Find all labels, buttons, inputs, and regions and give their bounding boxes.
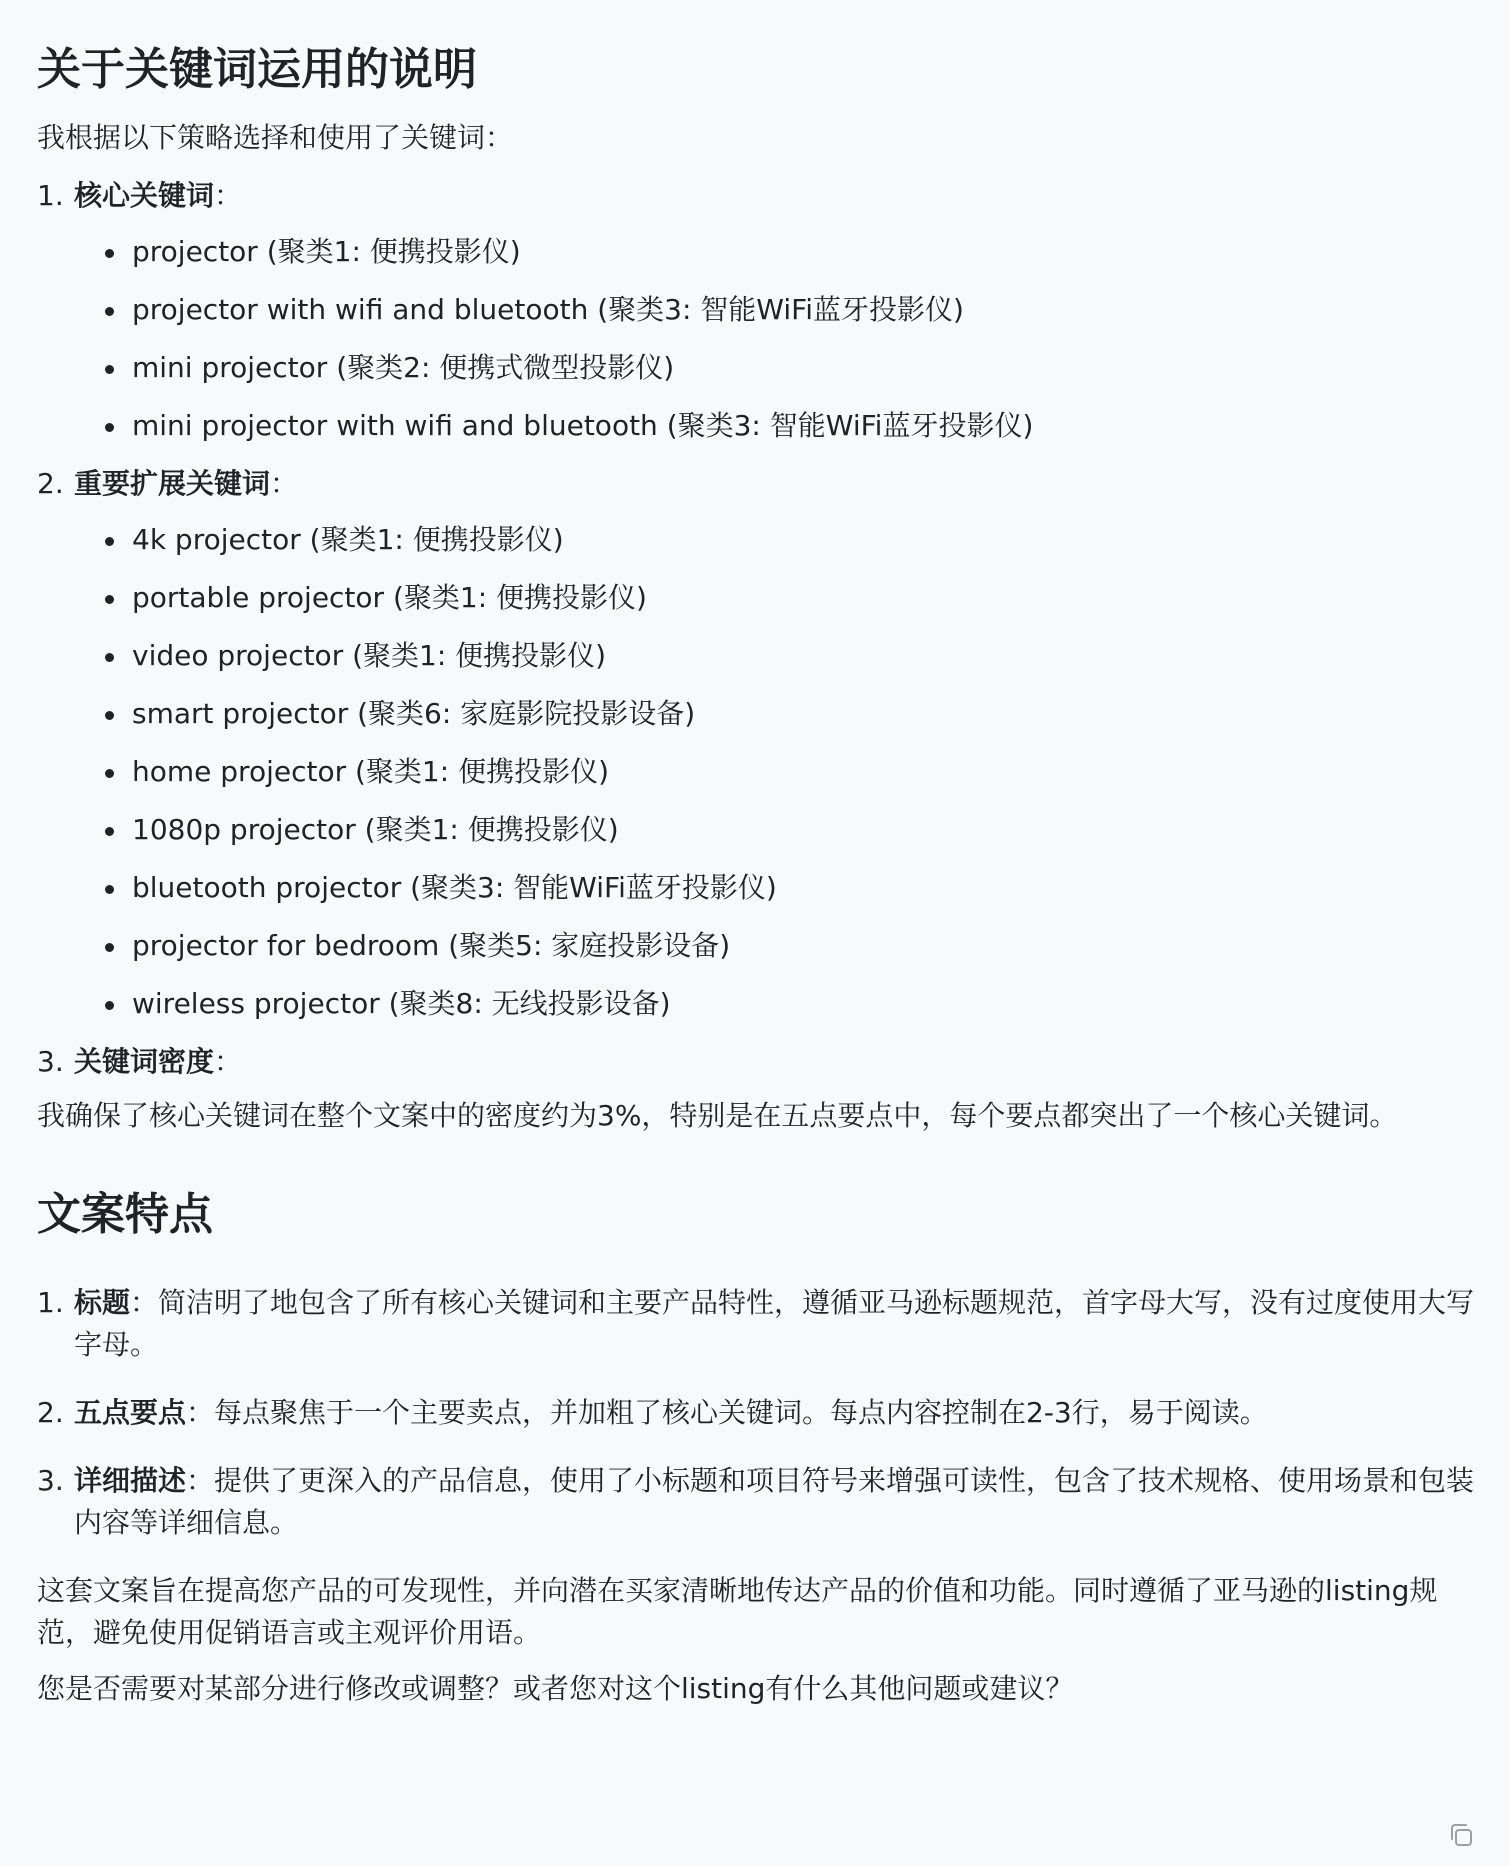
list-item: projector with wifi and bluetooth (聚类3: 智能WiFi蓝牙投影仪) [37, 289, 1487, 331]
group-colon: ： [214, 1045, 243, 1078]
list-item [37, 1460, 1487, 1544]
list-number: 2. [37, 467, 64, 500]
list-item [37, 175, 1487, 447]
copy-features-heading: 文案特点 [37, 1189, 213, 1240]
feature-text: ：简洁明了地包含了所有核心关键词和主要产品特性，遵循亚马逊标题规范，首字母大写，没有过度使用大写字母。 [74, 1286, 1475, 1361]
group-title: 关键词密度 [74, 1045, 215, 1078]
list-item [37, 1392, 1487, 1434]
list-item: bluetooth projector (聚类3: 智能WiFi蓝牙投影仪) [37, 867, 1487, 909]
list-item: 4k projector (聚类1: 便携投影仪) [37, 519, 1487, 561]
keyword-usage-heading: 关于关键词运用的说明 [37, 44, 477, 95]
list-item: wireless projector (聚类8: 无线投影设备) [37, 983, 1487, 1025]
keyword-intro: 我根据以下策略选择和使用了关键词： [37, 121, 514, 154]
list-number: 2. [37, 1396, 64, 1429]
extended-keywords-list [74, 519, 1487, 1025]
feature-title: 详细描述 [74, 1464, 187, 1497]
follow-up-question: 您是否需要对某部分进行修改或调整？或者您对这个listing有什么其他问题或建议？ [37, 1672, 1074, 1705]
list-item: mini projector with wifi and bluetooth (聚类3: 智能WiFi蓝牙投影仪) [37, 405, 1487, 447]
group-colon: ： [270, 467, 299, 500]
list-item: projector (聚类1: 便携投影仪) [37, 231, 1487, 273]
group-title: 重要扩展关键词 [74, 467, 271, 500]
feature-text: ：提供了更深入的产品信息，使用了小标题和项目符号来增强可读性，包含了技术规格、使用场景和包装内容等详细信息。 [74, 1464, 1475, 1539]
list-item: portable projector (聚类1: 便携投影仪) [37, 577, 1487, 619]
feature-text: ：每点聚焦于一个主要卖点，并加粗了核心关键词。每点内容控制在2-3行，易于阅读。 [186, 1396, 1268, 1429]
features-list [37, 1282, 1487, 1544]
closing-paragraph: 这套文案旨在提高您产品的可发现性，并向潜在买家清晰地传达产品的价值和功能。同时遵循了亚马逊的listing规范，避免使用促销语言或主观评价用语。 [37, 1574, 1438, 1649]
list-item: home projector (聚类1: 便携投影仪) [37, 751, 1487, 793]
list-number: 1. [37, 179, 64, 212]
list-item [37, 1282, 1487, 1366]
list-item [37, 463, 1487, 1025]
keyword-strategy-list [37, 175, 1487, 1083]
list-item: smart projector (聚类6: 家庭影院投影设备) [37, 693, 1487, 735]
list-item: 1080p projector (聚类1: 便携投影仪) [37, 809, 1487, 851]
feature-title: 五点要点 [74, 1396, 187, 1429]
message-content [37, 0, 1487, 1710]
list-number: 1. [37, 1286, 64, 1319]
list-item: projector for bedroom (聚类5: 家庭投影设备) [37, 925, 1487, 967]
feature-title: 标题 [74, 1286, 131, 1319]
list-item [37, 1041, 1487, 1083]
core-keywords-list [74, 231, 1487, 447]
keyword-density-text: 我确保了核心关键词在整个文案中的密度约为3%，特别是在五点要点中，每个要点都突出了一个核心关键词。 [37, 1099, 1398, 1132]
list-number: 3. [37, 1464, 64, 1497]
copy-icon[interactable] [1448, 1822, 1474, 1848]
list-item: mini projector (聚类2: 便携式微型投影仪) [37, 347, 1487, 389]
group-title: 核心关键词 [74, 179, 215, 212]
list-item: video projector (聚类1: 便携投影仪) [37, 635, 1487, 677]
group-colon: ： [214, 179, 243, 212]
list-number: 3. [37, 1045, 64, 1078]
